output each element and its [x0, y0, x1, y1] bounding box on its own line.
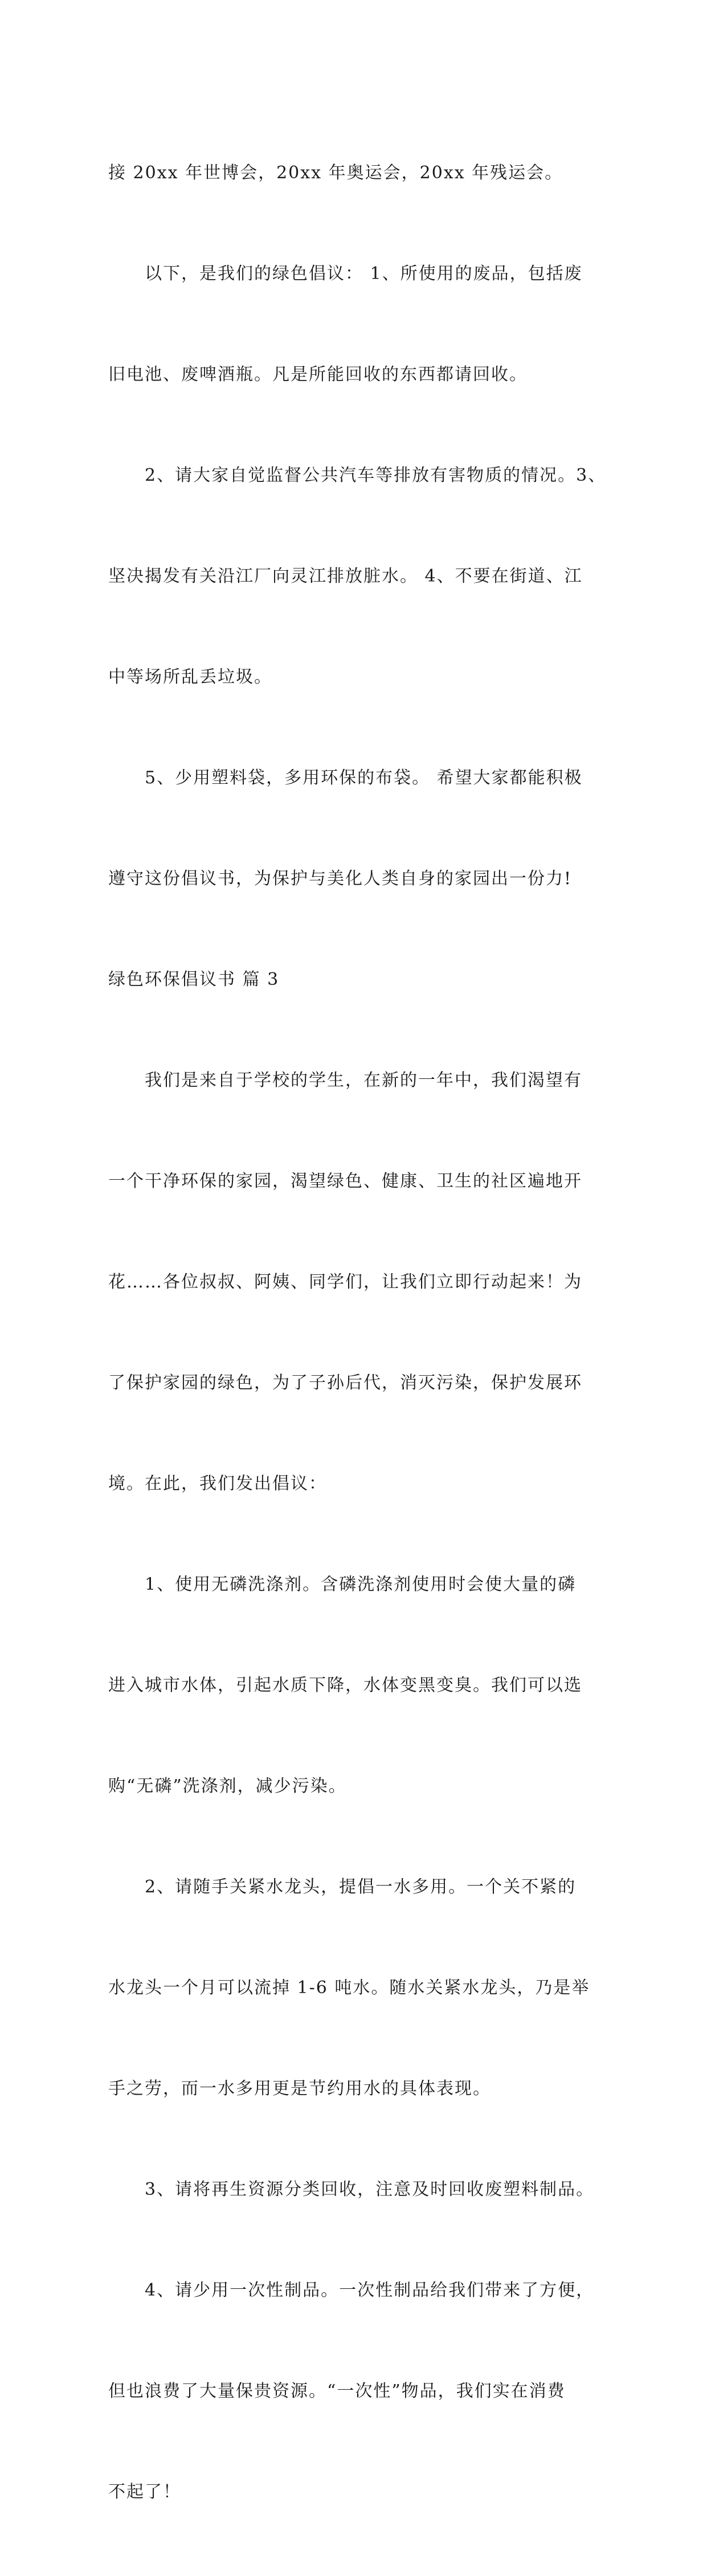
text-line: 中等场所乱丢垃圾。 [108, 667, 272, 687]
text-line: 我们是来自于学校的学生，在新的一年中，我们渴望有 [145, 1070, 582, 1090]
text-line: 5、少用塑料袋，多用环保的布袋。 希望大家都能积极 [145, 768, 583, 788]
text-line: 但也浪费了大量保贵资源。“一次性”物品，我们实在消费 [108, 2381, 566, 2401]
text-line: 1、使用无磷洗涤剂。含磷洗涤剂使用时会使大量的磷 [145, 1575, 577, 1594]
section-heading: 绿色环保倡议书 篇 3 [108, 970, 280, 989]
text-line: 购“无磷”洗涤剂，减少污染。 [108, 1776, 347, 1796]
text-line: 了保护家园的绿色，为了子孙后代，消灭污染，保护发展环 [108, 1373, 582, 1393]
text-line: 2、请大家自觉监督公共汽车等排放有害物质的情况。3、 [145, 465, 607, 485]
text-line: 2、请随手关紧水龙头，提倡一水多用。一个关不紧的 [145, 1877, 577, 1897]
text-line: 水龙头一个月可以流掉 1-6 吨水。随水关紧水龙头，乃是举 [108, 1978, 590, 1998]
text-line: 遵守这份倡议书，为保护与美化人类自身的家园出一份力! [108, 869, 573, 889]
text-line: 境。在此，我们发出倡议： [108, 1474, 327, 1494]
text-line: 进入城市水体，引起水质下降，水体变黑变臭。我们可以选 [108, 1675, 582, 1695]
text-line: 一个干净环保的家园，渴望绿色、健康、卫生的社区遍地开 [108, 1171, 582, 1191]
text-line: 花……各位叔叔、阿姨、同学们，让我们立即行动起来！为 [108, 1272, 582, 1292]
text-line: 接 20xx 年世博会，20xx 年奥运会，20xx 年残运会。 [108, 163, 563, 183]
text-line: 以下，是我们的绿色倡议： 1、所使用的废品，包括废 [145, 264, 583, 284]
text-line: 手之劳，而一水多用更是节约用水的具体表现。 [108, 2079, 491, 2099]
text-line: 3、请将再生资源分类回收，注意及时回收废塑料制品。 [145, 2180, 595, 2199]
text-line: 旧电池、废啤酒瓶。凡是所能回收的东西都请回收。 [108, 365, 528, 385]
text-line: 坚决揭发有关沿江厂向灵江排放脏水。 4、不要在街道、江 [108, 566, 583, 586]
document-body [108, 89, 607, 2576]
text-line: 4、请少用一次性制品。一次性制品给我们带来了方便， [145, 2280, 595, 2300]
text-line: 不起了！ [108, 2482, 181, 2502]
